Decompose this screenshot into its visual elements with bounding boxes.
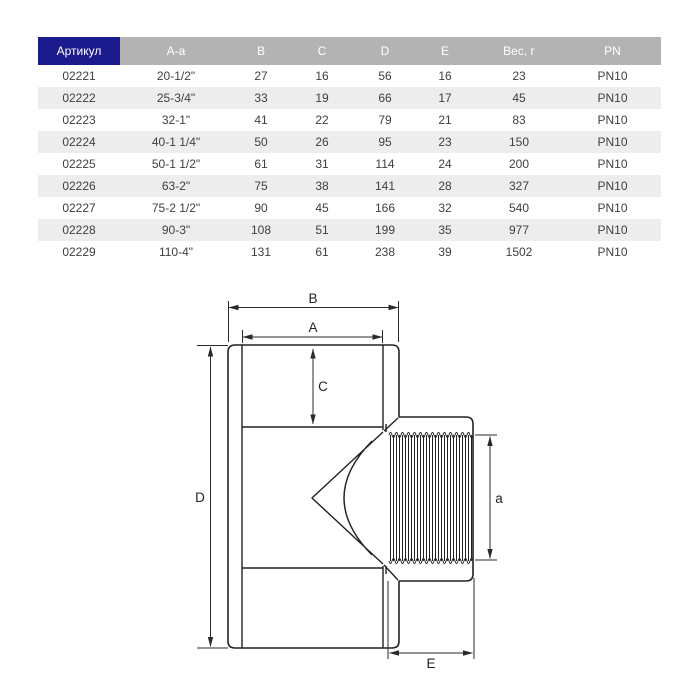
table-cell: 24	[438, 157, 452, 171]
table-cell: 22	[315, 113, 329, 127]
table-cell: 02227	[62, 201, 96, 215]
dim-label-a: a	[495, 491, 503, 506]
thread-section	[389, 433, 473, 564]
table-cell: 63-2"	[161, 179, 191, 193]
table-cell: 977	[508, 223, 530, 237]
table-cell: 1502	[505, 245, 533, 259]
table-cell: 327	[508, 179, 530, 193]
table-cell: 16	[315, 69, 329, 83]
table-cell: PN10	[597, 179, 628, 193]
header-c: C	[290, 37, 354, 65]
table-cell: 90	[254, 201, 268, 215]
table-cell: 200	[508, 157, 530, 171]
dimension-E	[388, 578, 474, 671]
table-cell: 75	[254, 179, 268, 193]
table-cell: 90-3"	[161, 223, 191, 237]
table-cell: 51	[315, 223, 329, 237]
table-cell: 16	[438, 69, 452, 83]
table-cell: 50-1 1/2"	[151, 157, 201, 171]
table-cell: 02226	[62, 179, 96, 193]
dim-label-B: B	[308, 291, 318, 306]
table-cell: 110-4"	[158, 245, 194, 259]
table-cell: 02228	[62, 223, 96, 237]
table-cell: 45	[315, 201, 329, 215]
table-cell: 108	[250, 223, 272, 237]
header-pn: PN	[564, 37, 661, 65]
table-cell: 61	[315, 245, 329, 259]
table-cell: 540	[508, 201, 530, 215]
table-cell: 02225	[62, 157, 96, 171]
table-cell: 17	[438, 91, 452, 105]
header-a-a: A-a	[120, 37, 232, 65]
table-cell: 02221	[62, 69, 96, 83]
table-cell: 28	[438, 179, 452, 193]
table-cell: PN10	[597, 135, 628, 149]
table-cell: 19	[315, 91, 329, 105]
table-cell: 26	[315, 135, 329, 149]
dim-label-A: A	[308, 320, 318, 335]
dimension-a	[475, 435, 503, 560]
table-cell: 45	[512, 91, 526, 105]
table-cell: 25-3/4"	[156, 91, 196, 105]
table-cell: 131	[250, 245, 272, 259]
table-cell: 39	[438, 245, 452, 259]
table-cell: 40-1 1/4"	[151, 135, 201, 149]
table-cell: 75-2 1/2"	[151, 201, 201, 215]
dim-label-D: D	[195, 490, 205, 505]
table-cell: 27	[254, 69, 268, 83]
table-cell: PN10	[597, 113, 628, 127]
table-cell: 41	[254, 113, 268, 127]
table-cell: 66	[378, 91, 392, 105]
dim-label-E: E	[426, 656, 436, 671]
table-cell: 150	[508, 135, 530, 149]
thread-hatch	[389, 435, 473, 561]
table-cell: PN10	[597, 223, 628, 237]
table-cell: 35	[438, 223, 452, 237]
table-cell: 141	[374, 179, 396, 193]
table-cell: 199	[374, 223, 396, 237]
dimension-C	[313, 349, 328, 424]
table-cell: PN10	[597, 201, 628, 215]
header-b: B	[232, 37, 290, 65]
header-d: D	[354, 37, 416, 65]
table-cell: 95	[378, 135, 392, 149]
table-cell: 02224	[62, 135, 96, 149]
table-cell: 32	[438, 201, 452, 215]
table-cell: PN10	[597, 157, 628, 171]
table-cell: 02223	[62, 113, 96, 127]
table-cell: PN10	[597, 245, 628, 259]
header-weight: Вес, г	[474, 37, 564, 65]
table-cell: 32-1"	[161, 113, 191, 127]
dimension-A	[243, 320, 383, 343]
dimension-D	[195, 346, 228, 649]
table-cell: PN10	[597, 91, 628, 105]
table-cell: 238	[374, 245, 396, 259]
table-cell: 02222	[62, 91, 96, 105]
table-cell: 61	[254, 157, 268, 171]
table-cell: 21	[438, 113, 452, 127]
header-article: Артикул	[38, 37, 120, 65]
table-cell: 20-1/2"	[156, 69, 196, 83]
table-cell: 83	[512, 113, 526, 127]
table-cell: 56	[378, 69, 392, 83]
table-cell: 166	[374, 201, 396, 215]
dim-label-C: C	[318, 379, 328, 394]
table-cell: 114	[375, 157, 395, 171]
table-cell: 23	[438, 135, 452, 149]
table-cell: 38	[315, 179, 329, 193]
header-e: E	[416, 37, 474, 65]
table-cell: PN10	[597, 69, 628, 83]
table-cell: 33	[254, 91, 268, 105]
table-cell: 02229	[62, 245, 96, 259]
table-cell: 50	[254, 135, 268, 149]
table-cell: 31	[315, 157, 329, 171]
table-cell: 23	[512, 69, 526, 83]
table-cell: 79	[378, 113, 392, 127]
